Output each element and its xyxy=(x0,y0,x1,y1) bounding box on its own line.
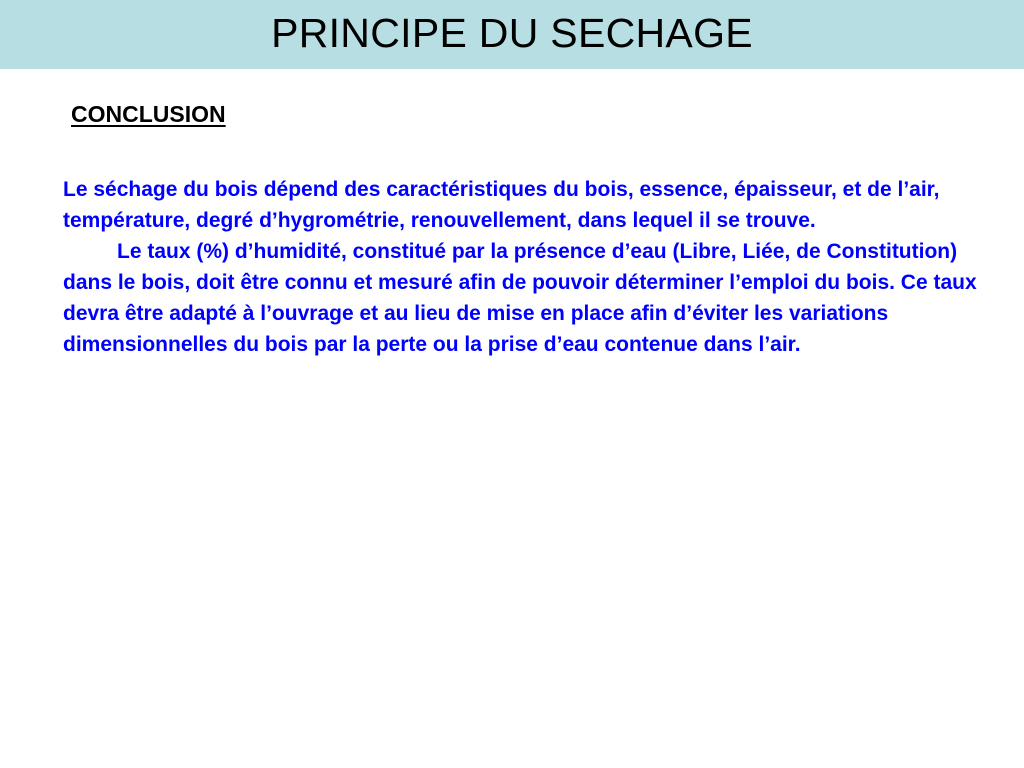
slide-title: PRINCIPE DU SECHAGE xyxy=(271,10,753,56)
section-heading: CONCLUSION xyxy=(71,101,226,127)
paragraph-2-wrapper xyxy=(63,236,998,360)
paragraph-1: Le séchage du bois dépend des caractéristiques du bois, essence, épaisseur, et de l’air, température, degré d’hygrométrie, renouvellement, dans lequel il se trouve. xyxy=(63,178,940,232)
paragraph-2: Le taux (%) d’humidité, constitué par la présence d’eau (Libre, Liée, de Constitution) dans le bois, doit être connu et mesuré afin de pouvoir déterminer l’emploi du bois. Ce taux devra être adapté à l’ouvrage et au lieu de mise en place afin d’éviter les variations dimensionnelles du bois par la perte ou la prise d’eau contenue dans l’air. xyxy=(63,240,977,356)
body-text xyxy=(63,174,998,360)
